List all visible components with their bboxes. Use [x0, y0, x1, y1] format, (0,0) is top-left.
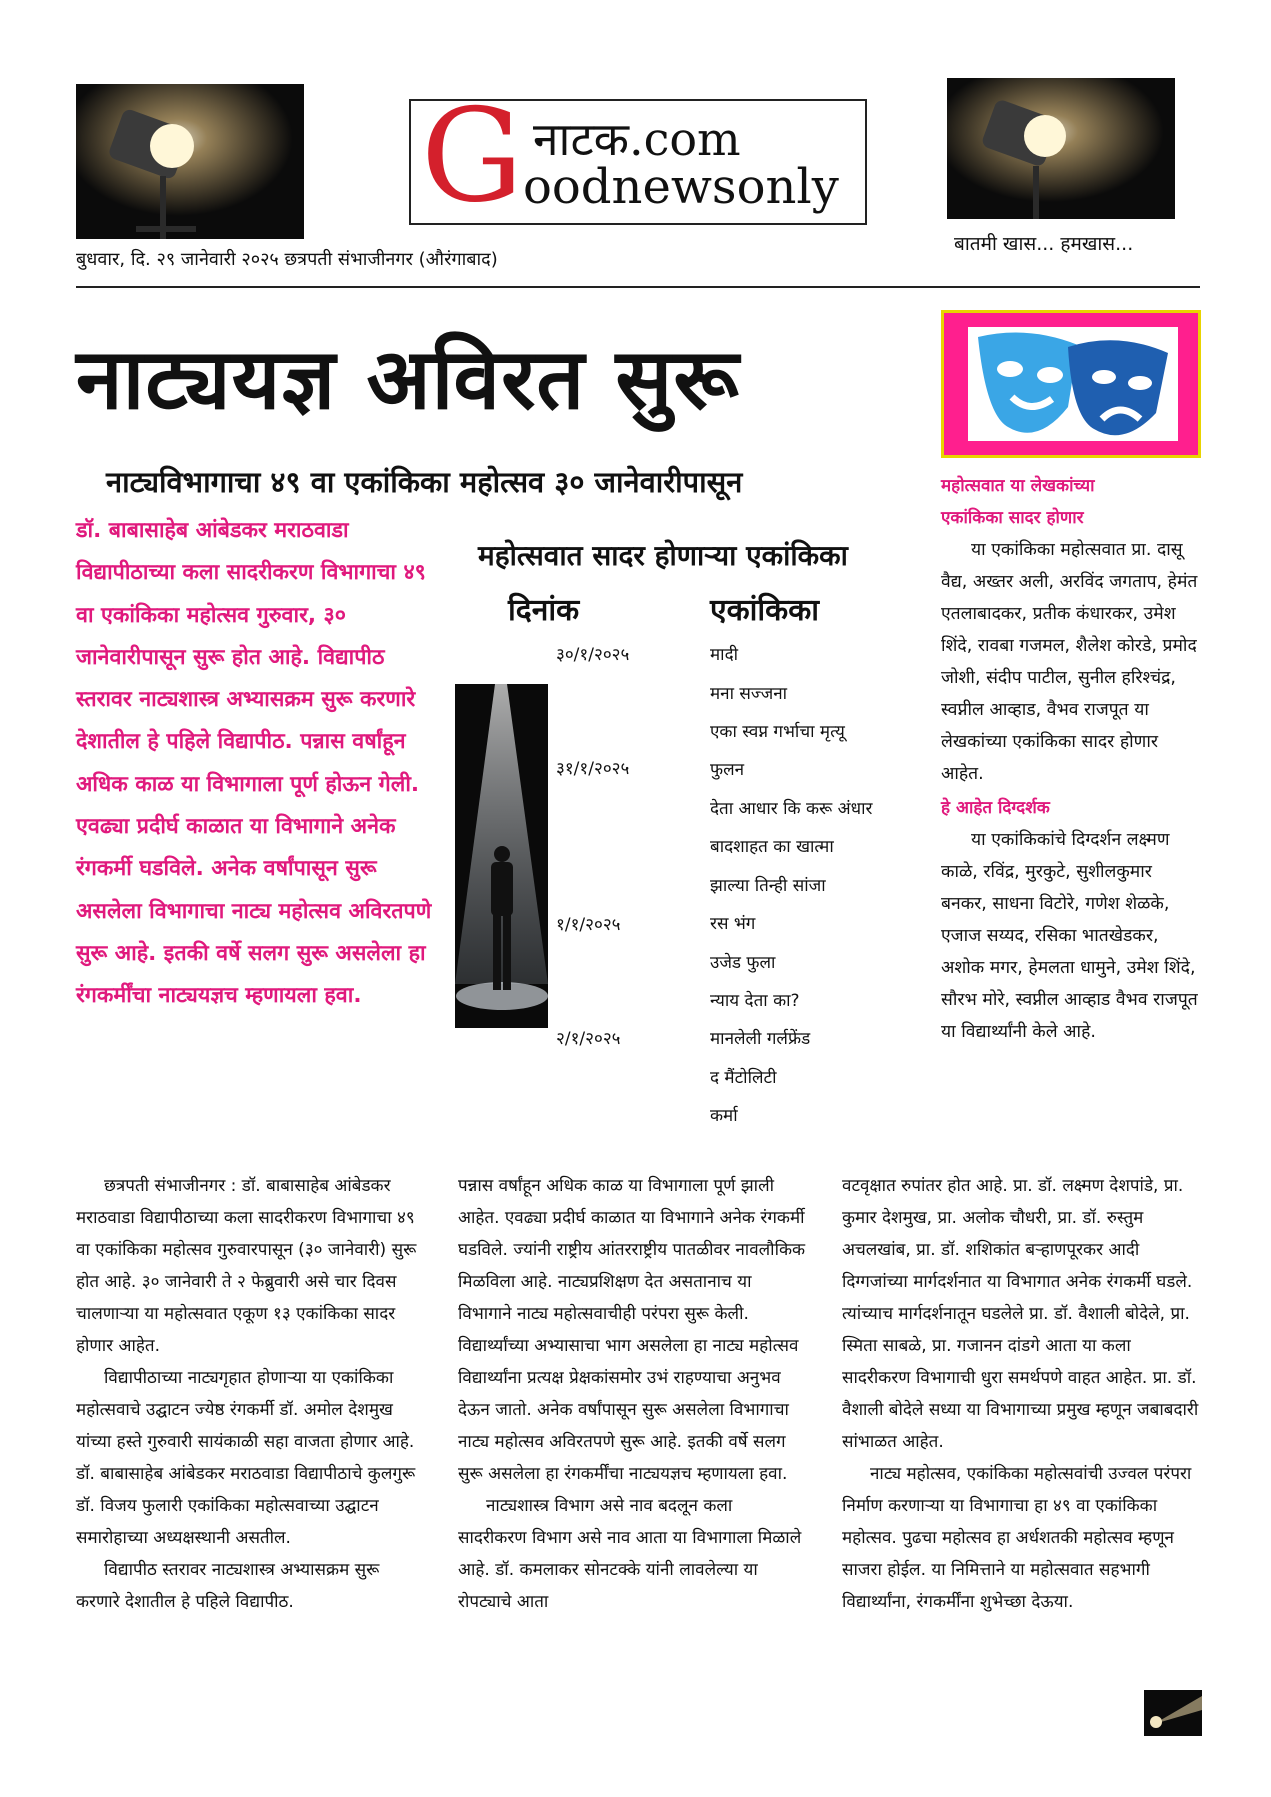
schedule-date: २/१/२०२५	[556, 1029, 621, 1049]
schedule-play: कर्मा	[710, 1106, 738, 1126]
schedule-play: द मैंटोलिटी	[710, 1068, 777, 1088]
spotlight-photo-left	[76, 84, 304, 239]
theatre-masks-icon	[968, 327, 1178, 441]
schedule-play: मना सज्जना	[710, 684, 788, 704]
logo-top-text: नाटक.com	[533, 112, 741, 166]
masthead-logo	[409, 82, 867, 231]
play-column-header: एकांकिका	[710, 593, 820, 628]
headline: नाट्ययज्ञ अविरत सुरू	[76, 330, 740, 428]
body-column-3	[842, 1170, 1200, 1618]
schedule-play: रस भंग	[710, 914, 756, 934]
schedule-date: १/१/२०२५	[556, 915, 621, 935]
writers-heading-1: महोत्सवात या लेखकांच्या	[941, 476, 1095, 496]
spotlight-photo-right	[947, 78, 1175, 219]
schedule-play: देता आधार कि करू अंधार	[710, 799, 873, 819]
stage-spotlight-photo	[455, 684, 548, 1028]
body-paragraph: छत्रपती संभाजीनगर : डॉ. बाबासाहेब आंबेडकर मराठवाडा विद्यापीठाच्या कला सादरीकरण विभागाचा ४९ वा एकांकिका महोत्सव गुरुवारपासून (३० जानेवारी) सुरू होत आहे. ३० जानेवारी ते २ फेब्रुवारी असे चार दिवस चालणाऱ्या या महोत्सवात एकूण १३ एकांकिका सादर होणार आहेत.	[76, 1176, 417, 1356]
schedule-play: झाल्या तिन्ही सांजा	[710, 876, 826, 896]
masthead-divider	[76, 286, 1200, 288]
writers-text: या एकांकिका महोत्सवात प्रा. दासू वैद्य, अख्तर अली, अरविंद जगताप, हेमंत एतलाबादकर, प्रतीक कंधारकर, उमेश शिंदे, रावबा गजमल, शैलेश कोरडे, प्रमोद जोशी, संदीप पाटील, सुनील हरिश्चंद्र, स्वप्नील आव्हाड, वैभव राजपूत या लेखकांच्या एकांकिका सादर होणार आहेत.	[941, 540, 1198, 784]
dateline: बुधवार, दि. २९ जानेवारी २०२५ छत्रपती संभाजीनगर (औरंगाबाद)	[76, 249, 498, 270]
schedule-date: ३०/१/२०२५	[556, 645, 630, 665]
body-paragraph: वटवृक्षात रुपांतर होत आहे. प्रा. डॉ. लक्ष्मण देशपांडे, प्रा. कुमार देशमुख, प्रा. अलोक चौधरी, प्रा. डॉ. रुस्तुम अचलखांब, प्रा. डॉ. शशिकांत बऱ्हाणपूरकर आदी दिग्गजांच्या मार्गदर्शनात या विभागात अनेक रंगकर्मी घडले. त्यांच्याच मार्गदर्शनातून घडलेले प्रा. डॉ. वैशाली बोदेले, प्रा. स्मिता साबळे, प्रा. गजानन दांडगे आता या कला सादरीकरण विभागाची धुरा समर्थपणे वाहत आहेत. प्रा. डॉ. वैशाली बोदेले सध्या या विभागाच्या प्रमुख म्हणून जबाबदारी सांभाळत आहेत.	[842, 1176, 1199, 1452]
body-paragraph: विद्यापीठ स्तरावर नाट्यशास्त्र अभ्यासक्रम सुरू करणारे देशातील हे पहिले विद्यापीठ.	[76, 1560, 380, 1612]
body-column-1	[76, 1170, 424, 1618]
date-column-header: दिनांक	[508, 593, 580, 628]
logo-letter: G	[421, 82, 524, 231]
subheadline: नाट्यविभागाचा ४९ वा एकांकिका महोत्सव ३० जानेवारीपासून	[106, 465, 743, 499]
schedule-title: महोत्सवात सादर होणाऱ्या एकांकिका	[478, 539, 848, 572]
schedule-play: मानलेली गर्लफ्रेंड	[710, 1029, 811, 1049]
body-paragraph: नाट्यशास्त्र विभाग असे नाव बदलून कला सादरीकरण विभाग असे नाव आता या विभागाला मिळाले आहे. डॉ. कमलाकर सोनटक्के यांनी लावलेल्या या रोपट्याचे आता	[458, 1496, 802, 1612]
directors-text: या एकांकिकांचे दिग्दर्शन लक्ष्मण काळे, रविंद्र, मुरकुटे, सुशीलकुमार बनकर, साधना विटोरे, गणेश शेळके, एजाज सय्यद, रसिका भातखेडकर, अशोक मगर, हेमलता धामुने, उमेश शिंदे, सौरभ मोरे, स्वप्नील आव्हाड वैभव राजपूत या विद्यार्थ्यांनी केले आहे.	[941, 830, 1198, 1042]
body-column-2	[458, 1170, 806, 1618]
schedule-play: न्याय देता का?	[710, 991, 800, 1011]
body-paragraph: पन्नास वर्षांहून अधिक काळ या विभागाला पूर्ण झाली आहेत. एवढ्या प्रदीर्घ काळात या विभागाने अनेक रंगकर्मी घडविले. ज्यांनी राष्ट्रीय आंतरराष्ट्रीय पातळीवर नावलौकिक मिळविला आहे. नाट्यप्रशिक्षण देत असतानाच या विभागाने नाट्य महोत्सवाचीही परंपरा सुरू केली. विद्यार्थ्यांच्या अभ्यासाचा भाग असलेला हा नाट्य महोत्सव विद्यार्थ्यांना प्रत्यक्ष प्रेक्षकांसमोर उभं राहण्याचा अनुभव देऊन जातो. अनेक वर्षांपासून सुरू असलेला विभागाचा नाट्य महोत्सव अविरतपणे सुरू आहे. इतकी वर्षे सलग सुरू असलेला हा रंगकर्मींचा नाट्ययज्ञच म्हणायला हवा.	[458, 1176, 806, 1484]
intro-paragraph: डॉ. बाबासाहेब आंबेडकर मराठवाडा विद्यापीठाच्या कला सादरीकरण विभागाचा ४९ वा एकांकिका महोत्सव गुरुवार, ३० जानेवारीपासून सुरू होत आहे. विद्यापीठ स्तरावर नाट्यशास्त्र अभ्यासक्रम सुरू करणारे देशातील हे पहिले विद्यापीठ. पन्नास वर्षांहून अधिक काळ या विभागाला पूर्ण होऊन गेली. एवढ्या प्रदीर्घ काळात या विभागाने अनेक रंगकर्मी घडविले. अनेक वर्षांपासून सुरू असलेला विभागाचा नाट्य महोत्सव अविरतपणे सुरू आहे. इतकी वर्षे सलग सुरू असलेला हा रंगकर्मींचा नाट्ययज्ञच म्हणायला हवा.	[76, 518, 432, 1009]
schedule-date: ३१/१/२०२५	[556, 759, 630, 779]
schedule-play: मादी	[710, 645, 738, 665]
tagline: बातमी खास... हमखास...	[954, 233, 1134, 255]
body-paragraph: विद्यापीठाच्या नाट्यगृहात होणाऱ्या या एकांकिका महोत्सवाचे उद्घाटन ज्येष्ठ रंगकर्मी डॉ. अमोल देशमुख यांच्या हस्ते गुरुवारी सायंकाळी सहा वाजता होणार आहे. डॉ. बाबासाहेब आंबेडकर मराठवाडा विद्यापीठाचे कुलगुरू डॉ. विजय फुलारी एकांकिका महोत्सवाच्या उद्घाटन समारोहाच्या अध्यक्षस्थानी असतील.	[76, 1368, 416, 1548]
body-paragraph: नाट्य महोत्सव, एकांकिका महोत्सवांची उज्वल परंपरा निर्माण करणाऱ्या या विभागाचा हा ४९ वा एकांकिका महोत्सव. पुढचा महोत्सव हा अर्धशतकी महोत्सव म्हणून साजरा होईल. या निमित्ताने या महोत्सवात सहभागी विद्यार्थ्यांना, रंगकर्मींना शुभेच्छा देऊया.	[842, 1464, 1192, 1612]
schedule-play: एका स्वप्न गर्भाचा मृत्यू	[710, 722, 845, 742]
theatre-masks-graphic	[941, 310, 1201, 458]
sidebar-writers	[941, 470, 1203, 1048]
schedule-play: उजेड फुला	[710, 953, 776, 973]
schedule-play: बादशाहत का खात्मा	[710, 837, 834, 857]
writers-heading-2: एकांकिका सादर होणार	[941, 508, 1084, 528]
directors-heading: हे आहेत दिग्दर्शक	[941, 798, 1050, 818]
logo-bottom-text: oodnewsonly	[523, 159, 839, 215]
small-spotlight-photo	[1144, 1690, 1202, 1736]
schedule-play: फुलन	[710, 760, 745, 780]
